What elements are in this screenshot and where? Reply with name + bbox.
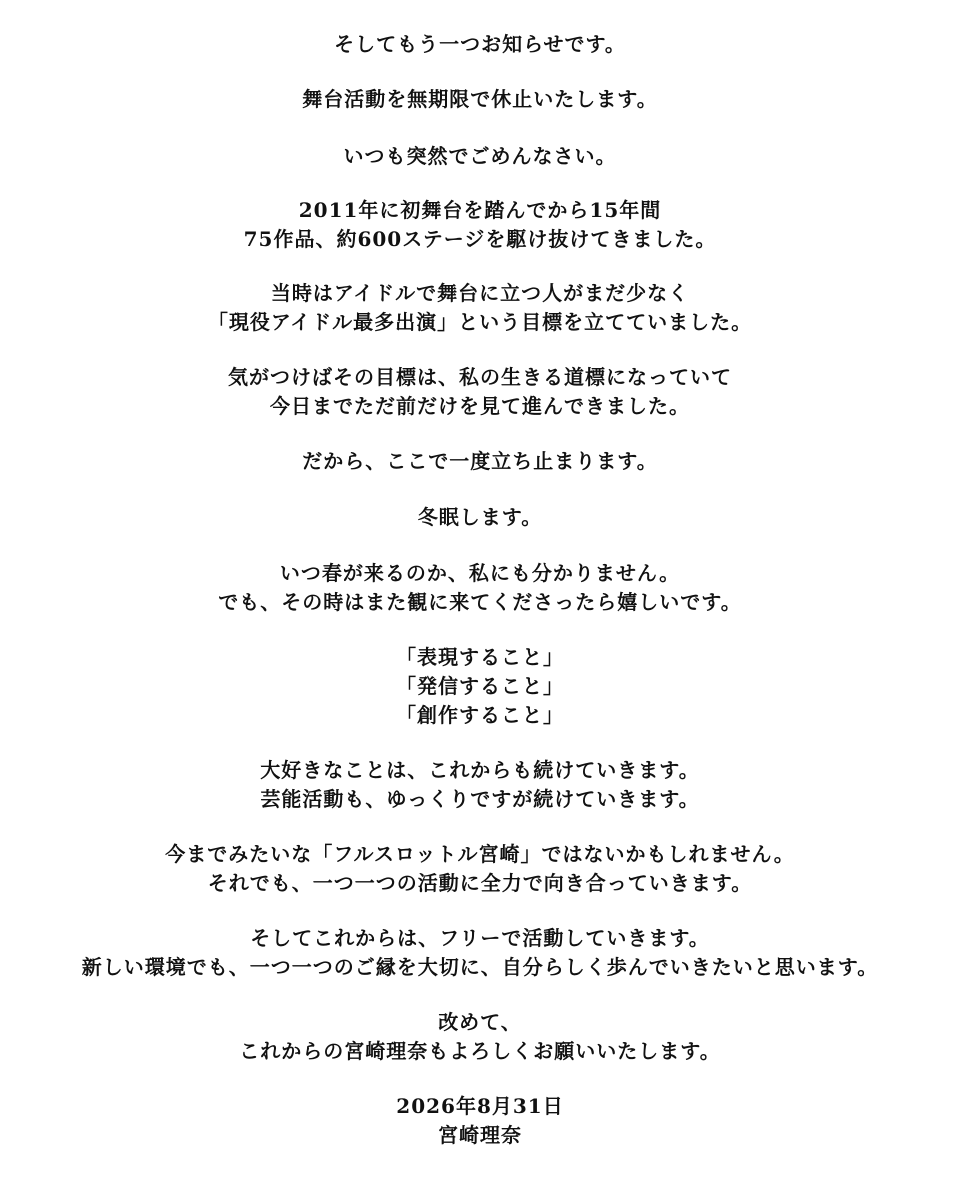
- text-line: 芸能活動も、ゆっくりですが続けていきます。: [260, 787, 700, 811]
- text-line: いつも突然でごめんなさい。: [343, 144, 617, 168]
- text-line: そしてもう一つお知らせです。: [334, 32, 626, 56]
- text-line: 「発信すること」: [396, 674, 564, 698]
- signature-name: 宮崎理奈: [438, 1123, 522, 1147]
- text-line: 「創作すること」: [396, 703, 564, 727]
- text-line: 改めて、: [438, 1010, 522, 1034]
- text-line: それでも、一つ一つの活動に全力で向き合っていきます。: [207, 871, 753, 895]
- text-line: 「現役アイドル最多出演」という目標を立てていました。: [207, 310, 753, 334]
- text-line: 冬眠します。: [417, 505, 543, 529]
- text-line: 今日までただ前だけを見て進んできました。: [270, 394, 690, 418]
- text-line: 当時はアイドルで舞台に立つ人がまだ少なく: [270, 281, 690, 305]
- text-line: これからの宮崎理奈もよろしくお願いいたします。: [239, 1039, 721, 1063]
- text-line: 75作品、約600ステージを駆け抜けてきました。: [243, 227, 717, 251]
- text-line: 気がつけばその目標は、私の生きる道標になっていて: [228, 365, 732, 389]
- text-line: いつ春が来るのか、私にも分かりません。: [279, 561, 681, 585]
- text-line: 舞台活動を無期限で休止いたします。: [302, 87, 658, 111]
- date-line: 2026年8月31日: [396, 1094, 564, 1118]
- text-line: そしてこれからは、フリーで活動していきます。: [250, 926, 710, 950]
- text-line: だから、ここで一度立ち止まります。: [302, 449, 658, 473]
- text-line: 大好きなことは、これからも続けていきます。: [260, 758, 700, 782]
- text-line: 2011年に初舞台を踏んでから15年間: [298, 198, 662, 222]
- text-line: 今までみたいな「フルスロットル宮崎」ではないかもしれません。: [165, 842, 795, 866]
- text-line: でも、その時はまた観に来てくださったら嬉しいです。: [218, 590, 742, 614]
- text-line: 新しい環境でも、一つ一つのご縁を大切に、自分らしく歩んでいきたいと思います。: [81, 955, 879, 979]
- text-line: 「表現すること」: [396, 645, 564, 669]
